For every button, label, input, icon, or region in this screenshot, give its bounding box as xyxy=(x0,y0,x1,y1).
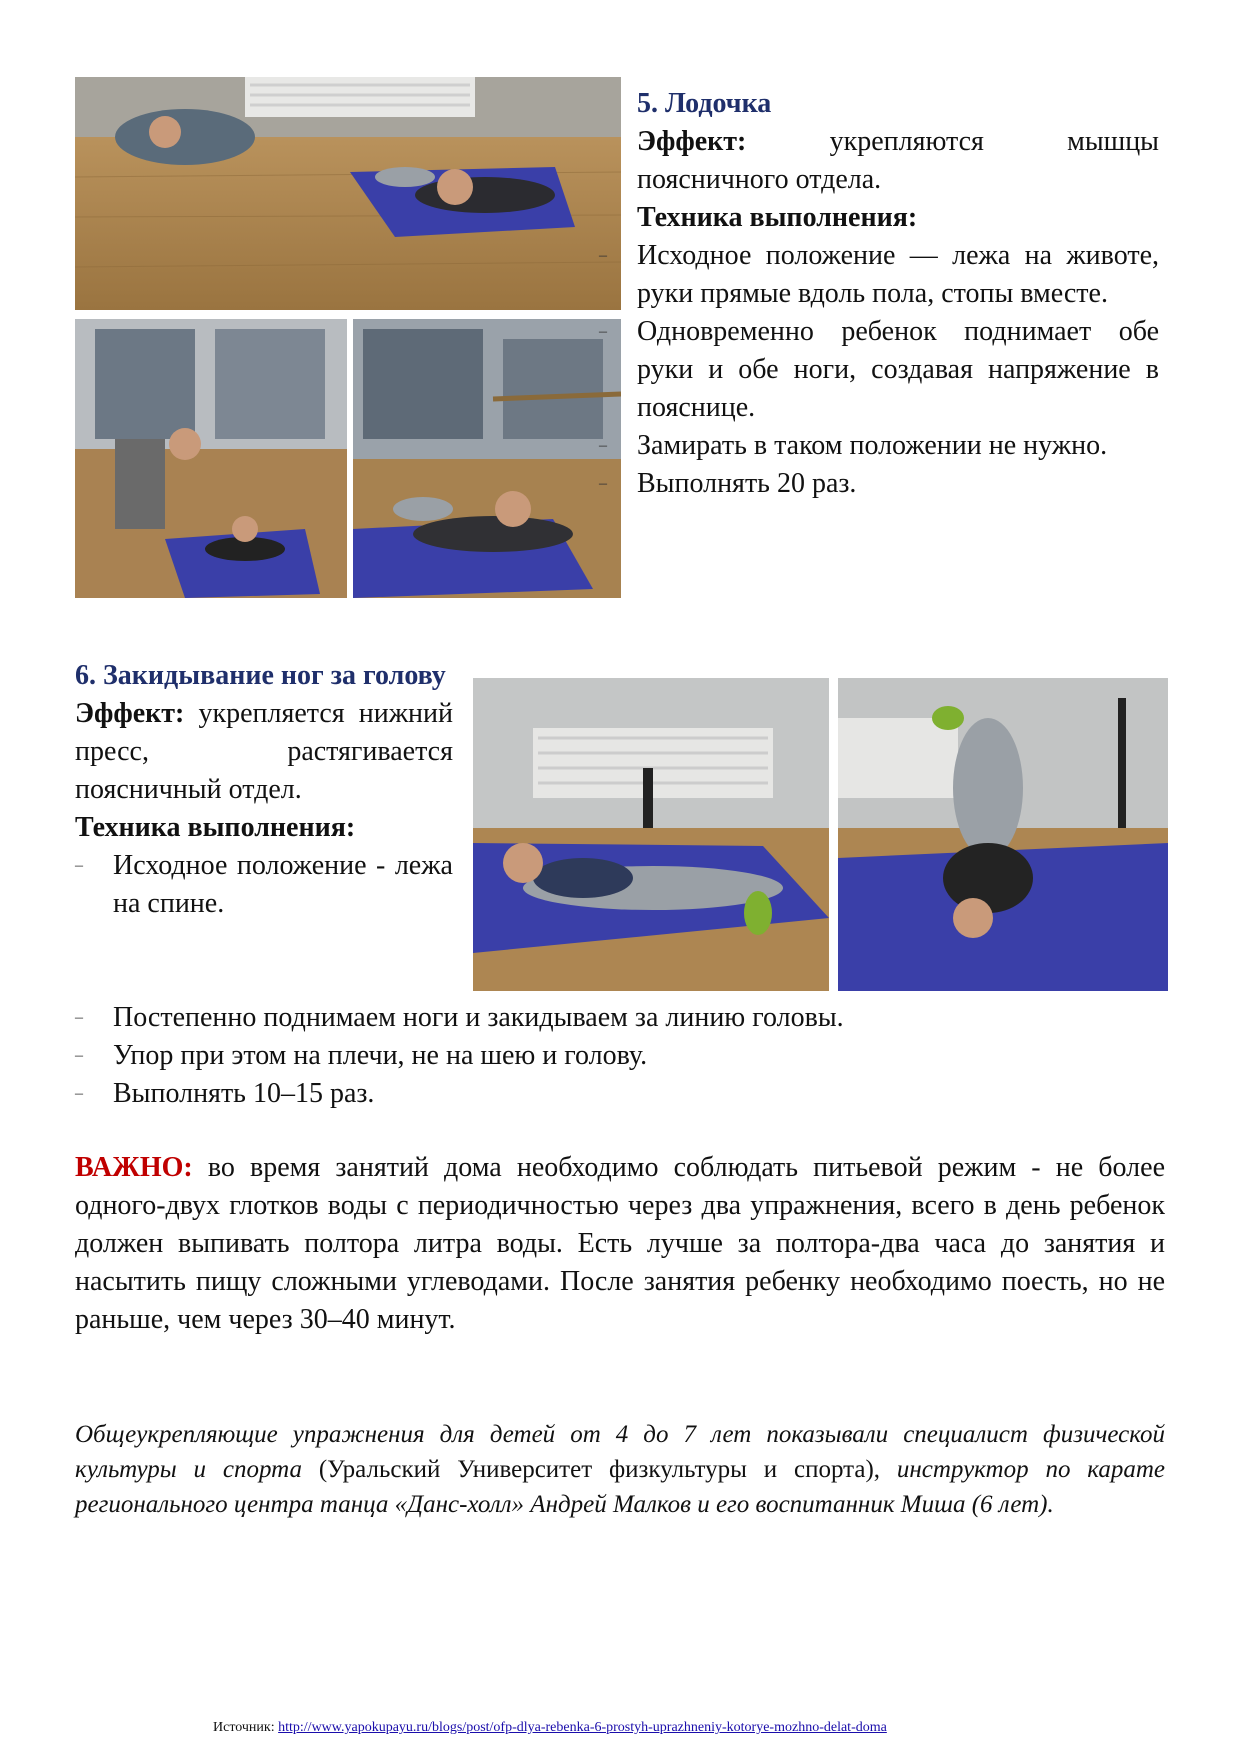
boat-exercise-photo-top xyxy=(75,77,621,310)
credits xyxy=(75,1417,1165,1522)
effect-text: укрепляется нижний пресс, растягивается поясничный отдел. xyxy=(75,698,453,805)
bullet-dash: – xyxy=(599,475,607,492)
exercise-6-title: 6. Закидывание ног за голову xyxy=(75,660,446,691)
bullet-dash: – xyxy=(599,247,607,264)
exercise-6-step-4: – Выполнять 10–15 раз. xyxy=(75,1075,1165,1113)
exercise-5-step-4: – Выполнять 20 раз. xyxy=(637,465,1159,503)
exercise-5-effect xyxy=(637,123,1159,199)
source-footer xyxy=(213,1720,887,1736)
bullet-dash: – xyxy=(75,857,83,874)
technique-label: Техника выполнения: xyxy=(75,812,356,843)
exercise-5-step-2: – Одновременно ребенок поднимает обе руки и обе ноги, создавая напряжение в пояснице. xyxy=(637,313,1159,427)
bullet-dash: – xyxy=(599,437,607,454)
boat-exercise-photo-bottom-left xyxy=(75,319,347,598)
source-link[interactable]: http://www.yapokupayu.ru/blogs/post/ofp-dlya-rebenka-6-prostyh-uprazhneniy-kotorye-mozhno-delat-doma xyxy=(278,1720,887,1735)
important-label: ВАЖНО: xyxy=(75,1152,193,1183)
exercise-6-steps xyxy=(75,999,1165,1113)
bullet-dash: – xyxy=(75,1047,83,1064)
effect-label: Эффект: xyxy=(75,698,185,729)
exercise-5-block xyxy=(599,85,1159,503)
bullet-dash: – xyxy=(75,1085,83,1102)
boat-exercise-photo-bottom-right xyxy=(353,319,621,598)
effect-text: укрепляются мышцы поясничного отдела. xyxy=(637,126,1159,195)
source-label: Источник: xyxy=(213,1720,279,1735)
exercise-6-block xyxy=(75,657,453,923)
exercise-6-step-1: – Исходное положение - лежа на спине. xyxy=(75,847,453,923)
legs-over-head-photo-left xyxy=(473,678,829,991)
exercise-5-step-3: – Замирать в таком положении не нужно. xyxy=(637,427,1159,465)
technique-label: Техника выполнения: xyxy=(637,202,918,233)
bullet-dash: – xyxy=(75,1009,83,1026)
exercise-5-step-1: – Исходное положение — лежа на животе, руки прямые вдоль пола, стопы вместе. xyxy=(637,237,1159,313)
exercise-6-step-3: – Упор при этом на плечи, не на шею и голову. xyxy=(75,1037,1165,1075)
exercise-5-title: 5. Лодочка xyxy=(637,88,772,119)
credits-italic-1: Общеукрепляющие упражнения для детей от 4 до 7 лет показывали специалист физической культуры и спорта xyxy=(75,1421,1165,1483)
bullet-dash: – xyxy=(599,323,607,340)
credits-italic-2: инструктор по карате регионального центра танца «Данс-холл» Андрей Малков и его воспитанник Миша (6 лет). xyxy=(75,1456,1165,1518)
important-text: во время занятий дома необходимо соблюдать питьевой режим - не более одного-двух глотков воды с периодичностью через два упражнения, всего в день ребенок должен выпивать полтора литра воды. Есть лучше за полтора-два часа до занятия и насытить пищу сложными углеводами. После занятия ребенку необходимо поесть, но не раньше, чем через 30–40 минут. xyxy=(75,1152,1165,1335)
effect-label: Эффект: xyxy=(637,126,747,157)
credits-normal: (Уральский Университет физкультуры и спорта), xyxy=(302,1456,881,1483)
legs-over-head-photo-right xyxy=(838,678,1168,991)
important-note xyxy=(75,1149,1165,1339)
exercise-6-step-2: – Постепенно поднимаем ноги и закидываем за линию головы. xyxy=(75,999,1165,1037)
exercise-6-effect xyxy=(75,695,453,809)
